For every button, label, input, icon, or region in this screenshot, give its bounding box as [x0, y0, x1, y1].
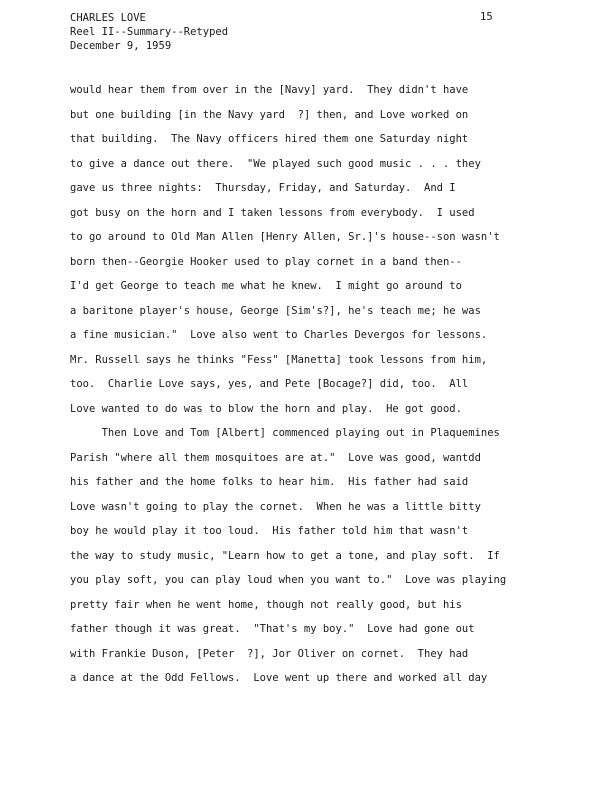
text-line: that building. The Navy officers hired them one Saturday night: [70, 133, 469, 145]
text-line: too. Charlie Love says, yes, and Pete [Bocage?] did, too. All: [70, 378, 469, 390]
text-line: would hear them from over in the [Navy] yard. They didn't have: [70, 84, 469, 96]
text-line: boy he would play it too loud. His father told him that wasn't: [70, 525, 469, 537]
header-name: CHARLES LOVE: [70, 12, 146, 24]
text-line: the way to study music, "Learn how to get a tone, and play soft. If: [70, 549, 500, 562]
text-line: Mr. Russell says he thinks "Fess" [Manetta] took lessons from him,: [70, 353, 488, 366]
header-reel: Reel II--Summary--Retyped: [70, 26, 229, 38]
text-line: you play soft, you can play loud when you want to." Love was playing: [70, 574, 507, 586]
text-line: a fine musician." Love also went to Charles Devergos for lessons.: [70, 329, 488, 341]
text-line: pretty fair when he went home, though not really good, but his: [70, 598, 462, 611]
text-line: Love wanted to do was to blow the horn and play. He got good.: [70, 402, 462, 415]
text-line: father though it was great. "That's my boy." Love had gone out: [70, 623, 475, 635]
text-line: born then--Georgie Hooker used to play cornet in a band then--: [70, 255, 462, 268]
text-line: with Frankie Duson, [Peter ?], Jor Oliver on cornet. They had: [70, 647, 469, 660]
header-date: December 9, 1959: [70, 40, 172, 52]
text-line: Then Love and Tom [Albert] commenced playing out in Plaquemines: [70, 427, 500, 439]
text-line: Parish "where all them mosquitoes are at." Love was good, wantdd: [70, 451, 481, 464]
page-header: [70, 11, 228, 53]
page-number: 15: [480, 11, 493, 23]
text-line: a dance at the Odd Fellows. Love went up there and worked all day: [70, 672, 488, 684]
text-line: his father and the home folks to hear him. His father had said: [70, 476, 469, 488]
text-line: but one building [in the Navy yard ?] then, and Love worked on: [70, 108, 469, 121]
text-line: Love wasn't going to play the cornet. When he was a little bitty: [70, 500, 481, 513]
text-line: to go around to Old Man Allen [Henry Allen, Sr.]'s house--son wasn't: [70, 231, 500, 243]
transcript-body: [70, 78, 590, 691]
text-line: gave us three nights: Thursday, Friday, and Saturday. And I: [70, 182, 456, 194]
text-line: to give a dance out there. "We played such good music . . . they: [70, 157, 481, 170]
text-line: a baritone player's house, George [Sim's?], he's teach me; he was: [70, 304, 481, 317]
text-line: I'd get George to teach me what he knew. I might go around to: [70, 280, 462, 292]
text-line: got busy on the horn and I taken lessons from everybody. I used: [70, 206, 475, 219]
